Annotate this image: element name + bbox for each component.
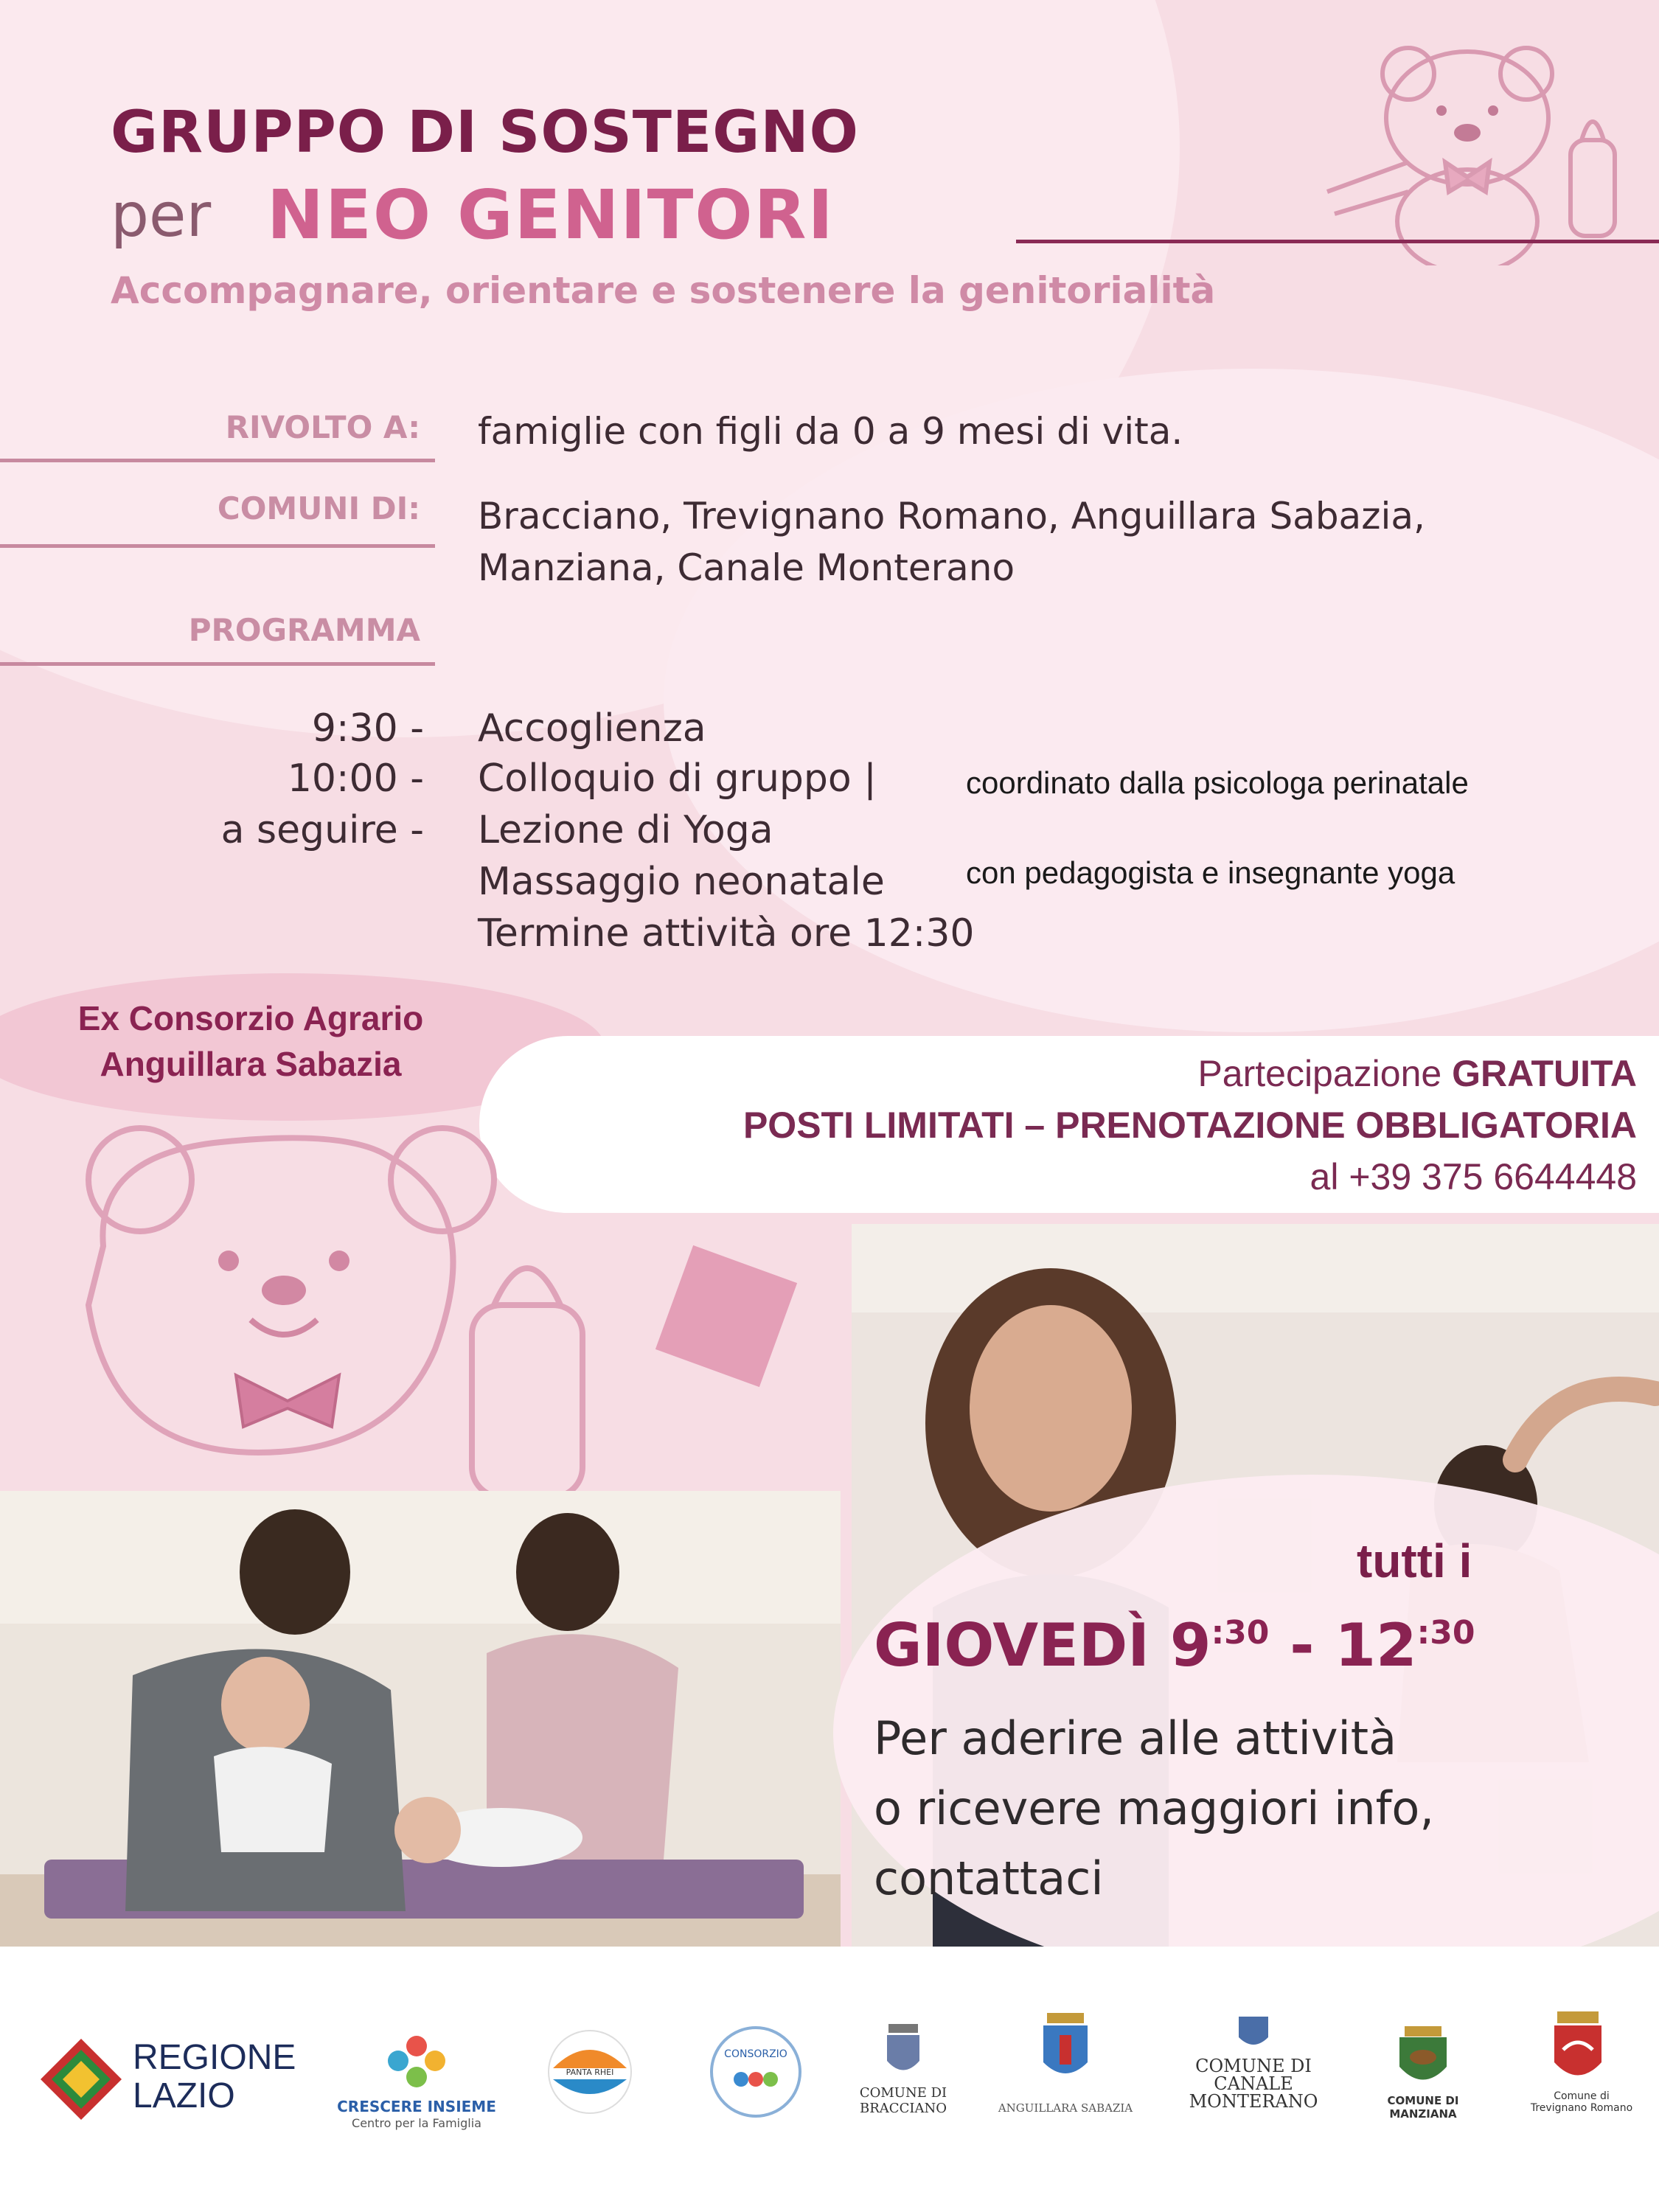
program-activity-3: Lezione di Yoga [478,808,773,852]
title-neo-genitori: NEO GENITORI [267,175,835,254]
schedule-end-h: 12 [1335,1611,1417,1680]
schedule-day-time [874,1611,1475,1680]
trevignano-text: Comune di Trevignano Romano [1530,2090,1633,2114]
regione-lazio-text: REGIONE LAZIO [133,2038,296,2115]
title-line1: GRUPPO DI SOSTEGNO [111,100,859,166]
comuni-value-2: Manziana, Canale Monterano [478,546,1015,589]
panta-rhei-logo-icon [546,2028,634,2116]
anguillara-text: ANGUILLARA SABAZIA [998,2101,1133,2115]
canale-text: COMUNE DI CANALE MONTERANO [1189,2056,1318,2112]
program-time-2: 10:00 - [287,757,424,801]
teddy-bear-icon [1312,29,1652,265]
svg-text:PANTA RHEI: PANTA RHEI [566,2067,614,2077]
program-activity-4: Massaggio neonatale [478,860,885,904]
contact-line2: o ricevere maggiori info, [874,1781,1435,1835]
program-activity-1: Accoglienza [478,706,706,751]
limited-line: POSTI LIMITATI – PRENOTAZIONE OBBLIGATORIA [742,1105,1637,1146]
program-note-2: coordinato dalla psicologa perinatale [966,765,1469,800]
rivolto-value: famiglie con figli da 0 a 9 mesi di vita. [478,410,1183,453]
comuni-value-1: Bracciano, Trevignano Romano, Anguillara Sabazia, [478,495,1425,538]
venue-line1: Ex Consorzio Agrario [77,999,424,1037]
rivolto-label: RIVOLTO A: [225,409,420,445]
venue-text [22,995,479,1087]
program-activity-2: Colloquio di gruppo | [478,757,877,801]
schedule-start-h: 9 [1169,1611,1211,1680]
rule-1 [0,459,435,462]
venue-line2: Anguillara Sabazia [100,1045,402,1083]
participation-line [1197,1052,1637,1095]
schedule-day: GIOVEDÌ [874,1611,1150,1680]
participation-prefix: Partecipazione [1197,1053,1442,1094]
programma-label: PROGRAMMA [188,612,420,648]
svg-text:CONSORZIO: CONSORZIO [724,2048,787,2060]
rule-3 [0,662,435,666]
program-note-4: con pedagogista e insegnante yoga [966,855,1455,890]
title-underline [1016,240,1659,243]
anguillara-crest-icon [1036,2009,1095,2098]
schedule-dash: - [1290,1611,1315,1680]
subtitle: Accompagnare, orientare e sostenere la genitorialità [111,269,1216,312]
schedule-tutti: tutti i [1357,1534,1472,1587]
canale-crest-icon [1235,2013,1272,2053]
crescere-insieme-logo-icon [376,2024,457,2098]
contact-line3: contattaci [874,1851,1104,1905]
crescere-insieme-text: CRESCERE INSIEME [337,2098,496,2115]
teddy-bear-large-icon [59,1113,841,1497]
manziana-crest-icon [1394,2024,1453,2094]
program-time-3: a seguire - [220,808,424,852]
schedule-start-m: :30 [1211,1614,1270,1652]
crescere-insieme-sub: Centro per la Famiglia [352,2116,481,2130]
schedule-end-m: :30 [1416,1614,1475,1652]
bracciano-crest-icon [881,2017,925,2083]
consorzio-logo-icon [708,2024,804,2120]
manziana-text: COMUNE DI MANZIANA [1387,2094,1459,2121]
rule-2 [0,544,435,548]
regione-lazio-emblem-icon [37,2035,125,2124]
contact-text [874,1703,1434,1913]
title-per: per [111,181,212,251]
bracciano-text: COMUNE DI BRACCIANO [859,2085,947,2116]
program-activity-5: Termine attività ore 12:30 [478,911,975,956]
program-time-1: 9:30 - [311,706,424,751]
phone-line: al +39 375 6644448 [1310,1156,1637,1197]
participation-free: GRATUITA [1452,1053,1637,1094]
trevignano-crest-icon [1548,2009,1607,2090]
contact-line1: Per aderire alle attività [874,1711,1397,1765]
photo-parents-babies [0,1491,841,1947]
comuni-label: COMUNI DI: [217,490,420,526]
